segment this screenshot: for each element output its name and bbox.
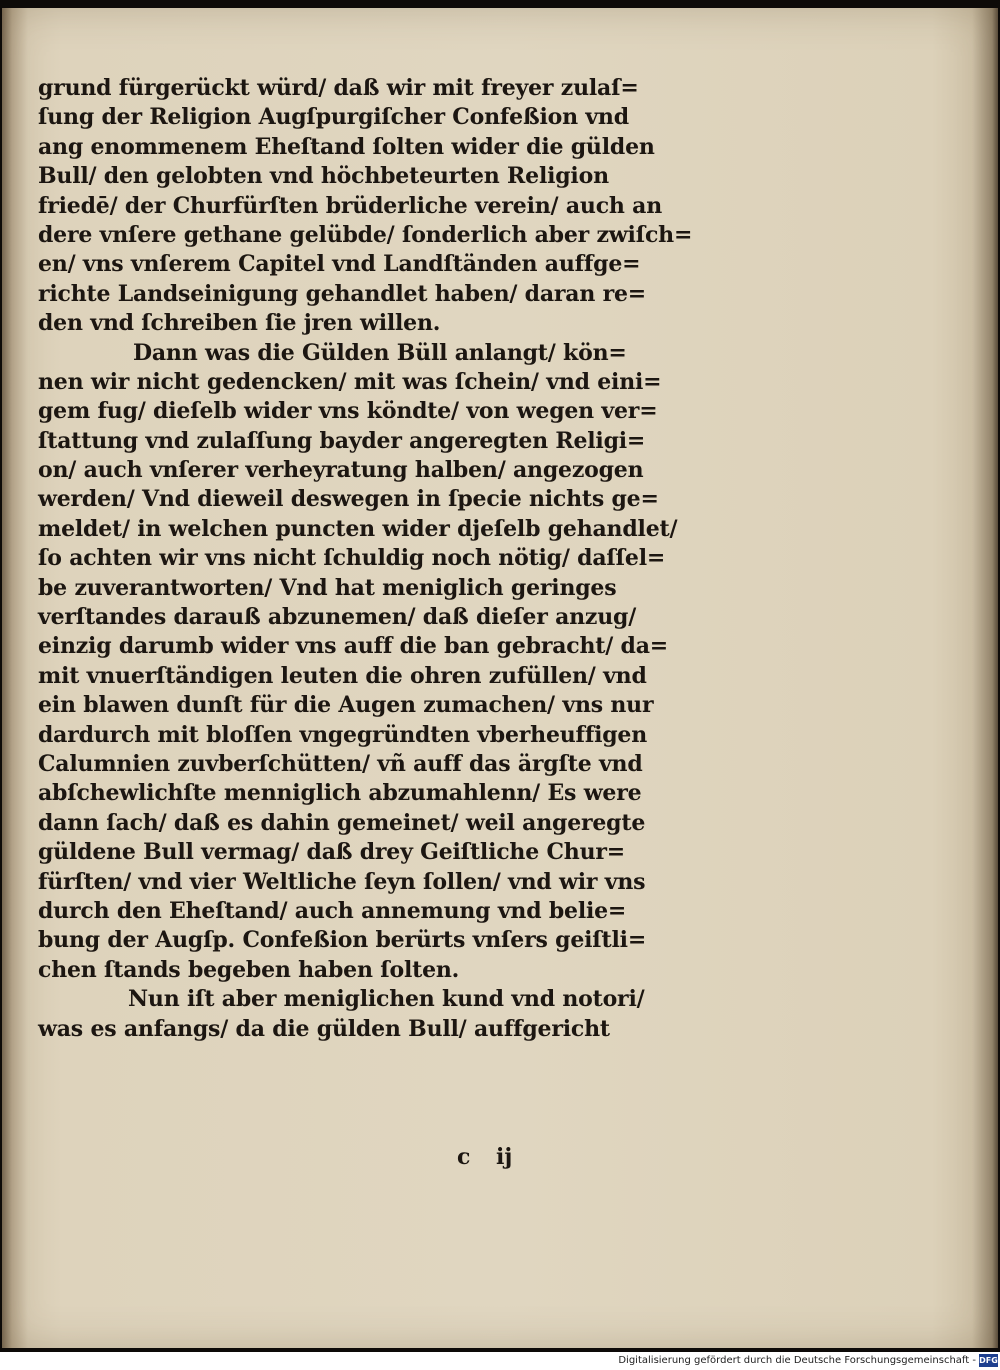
- page-text-block: [38, 74, 738, 1044]
- text-line: verſtandes darauß abzunemen/ daß dieſer anzug/: [38, 604, 637, 631]
- text-line: friedē/ der Churfürſten brüderliche verein/ auch an: [38, 192, 662, 219]
- signature-mark: c ij: [457, 1144, 513, 1170]
- text-line: nen wir nicht gedencken/ mit was ſchein/ vnd eini=: [38, 368, 662, 395]
- text-line: einzig darumb wider vns auff die ban gebracht/ da=: [38, 633, 668, 660]
- paragraph-start-line: Nun iſt aber meniglichen kund vnd notori/: [128, 986, 645, 1013]
- text-line: ſung der Religion Augſpurgiſcher Confeßion vnd: [38, 104, 629, 131]
- text-line: ein blawen dunſt für die Augen zumachen/ vns nur: [38, 692, 654, 719]
- dfg-logo: DFG: [979, 1356, 998, 1365]
- text-line: dardurch mit bloſſen vngegründten vberheuffigen: [38, 721, 648, 748]
- funding-credit: Digitalisierung gefördert durch die Deutsche Forschungsgemeinschaft -: [618, 1355, 976, 1366]
- text-line: en/ vns vnſerem Capitel vnd Landſtänden auffge=: [38, 251, 641, 278]
- text-line: gem fug/ dieſelb wider vns köndte/ von wegen ver=: [38, 398, 658, 425]
- text-line: werden/ Vnd dieweil deswegen in ſpecie nichts ge=: [38, 486, 659, 513]
- text-line: den vnd ſchreiben ſie jren willen.: [38, 310, 441, 337]
- book-page: [2, 8, 998, 1348]
- text-line: chen ſtands begeben haben ſolten.: [38, 956, 460, 983]
- text-line: richte Landseinigung gehandlet haben/ daran re=: [38, 280, 647, 307]
- text-line: was es anfangs/ da die gülden Bull/ auffgericht: [38, 1015, 610, 1042]
- text-line: ſtattung vnd zulaſſung bayder angeregten Religi=: [38, 427, 646, 454]
- text-line: fürſten/ vnd vier Weltliche ſeyn ſollen/ vnd wir vns: [38, 868, 646, 895]
- text-line: Calumnien zuvberſchütten/ vñ auff das ärgſte vnd: [38, 750, 643, 777]
- text-line: güldene Bull vermag/ daß drey Geiſtliche Chur=: [38, 839, 625, 866]
- text-line: be zuverantworten/ Vnd hat meniglich geringes: [38, 574, 617, 601]
- digitization-footer: [0, 1352, 1000, 1370]
- paragraph-start-line: Dann was die Gülden Büll anlangt/ kön=: [133, 339, 627, 366]
- text-line: ſo achten wir vns nicht ſchuldig noch nötig/ daſſel=: [38, 545, 666, 572]
- text-line: dere vnſere gethane gelübde/ ſonderlich aber zwiſch=: [38, 221, 693, 248]
- text-line: dann ſach/ daß es dahin gemeinet/ weil angeregte: [38, 809, 646, 836]
- text-line: on/ auch vnſerer verheyratung halben/ angezogen: [38, 457, 644, 484]
- text-line: Bull/ den gelobten vnd höchbeteurten Religion: [38, 163, 609, 190]
- text-line: bung der Augſp. Confeßion berürts vnſers geiſtli=: [38, 927, 647, 954]
- text-line: mit vnuerſtändigen leuten die ohren zufüllen/ vnd: [38, 662, 647, 689]
- text-line: durch den Eheſtand/ auch annemung vnd belie=: [38, 897, 627, 924]
- text-line: grund fürgerückt würd/ daß wir mit freyer zulaſ=: [38, 75, 639, 101]
- text-line: meldet/ in welchen puncten wider djeſelb gehandlet/: [38, 515, 678, 542]
- text-line: ang enommenem Eheſtand ſolten wider die gülden: [38, 133, 655, 160]
- text-line: abſchewlichſte menniglich abzumahlenn/ Es were: [38, 780, 642, 807]
